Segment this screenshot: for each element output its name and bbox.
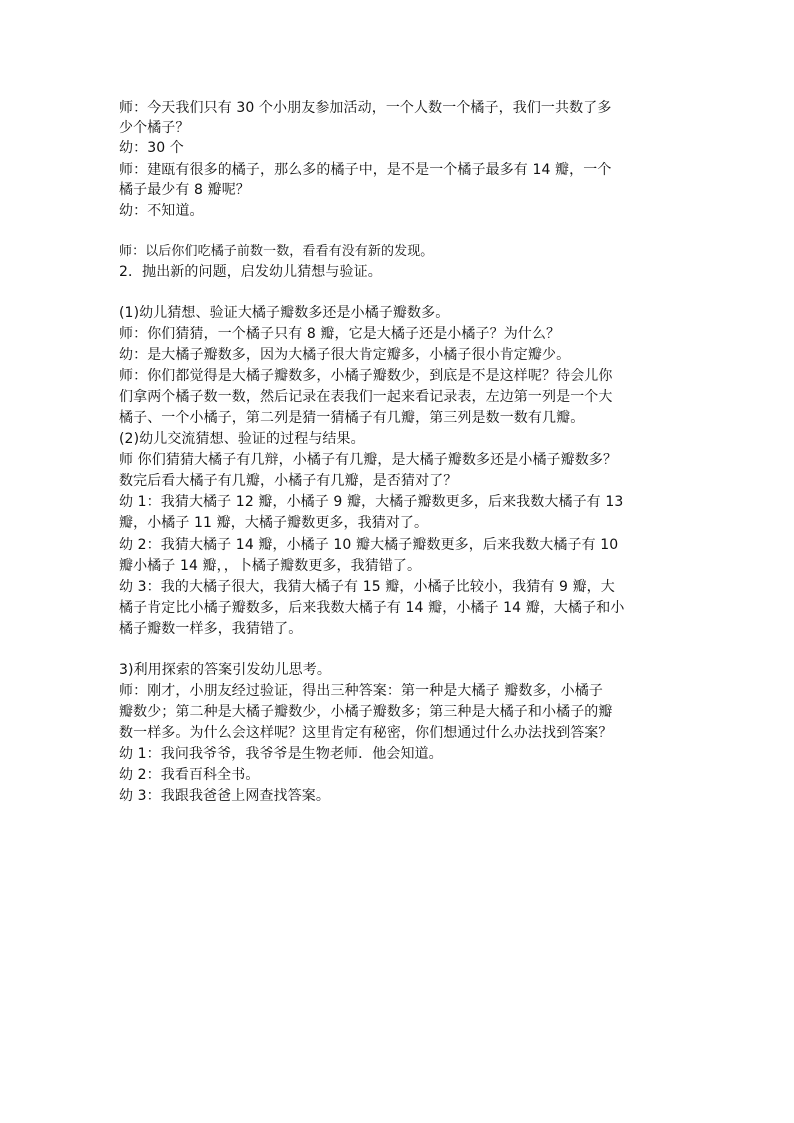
section-heading: 2．抛出新的问题，启发幼儿猜想与验证。 (119, 264, 382, 280)
text-line: 少个橘子？ (119, 120, 190, 136)
text-line: 师：建瓯有很多的橘子，那么多的橘子中，是不是一个橘子最多有 14 瓣，一个 (119, 162, 612, 178)
text-line: 瓣小橘子 14 瓣，，卜橘子瓣数更多，我猜错了。 (119, 558, 422, 574)
text-line: 数完后看大橘子有几瓣，小橘子有几瓣，是否猜对了？ (119, 473, 458, 489)
text-line: 橘子肯定比小橘子瓣数多，后来我数大橘子有 14 瓣，小橘子 14 瓣，大橘子和小 (119, 600, 625, 616)
subsection-heading: (1)幼儿猜想、验证大橘子瓣数多还是小橘子瓣数多。 (119, 305, 450, 321)
text-line: 幼：30 个 (119, 140, 184, 156)
text-line: 橘子瓣数一样多，我猜错了。 (119, 621, 303, 637)
text-line: 师 你们猜猜大橘子有几辩，小橘子有几瓣，是大橘子瓣数多还是小橘子瓣数多？ (119, 452, 618, 468)
text-line: 橘子最少有 8 瓣呢？ (119, 182, 250, 198)
text-line: 瓣数少；第二种是大橘子瓣数少，小橘子瓣数多；第三种是大橘子和小橘子的瓣 (119, 704, 613, 720)
text-line: 幼 2：我看百科全书。 (119, 767, 260, 783)
subsection-heading: (2)幼儿交流猜想、验证的过程与结果。 (119, 431, 365, 447)
text-line: 幼 3：我跟我爸爸上网查找答案。 (119, 788, 330, 804)
text-line: 橘子、一个小橘子，第二列是猜一猜橘子有几瓣，第三列是数一数有几瓣。 (119, 410, 585, 426)
subsection-heading: 3)利用探索的答案引发幼儿思考。 (119, 662, 331, 678)
text-line: 幼 1：我猜大橘子 12 瓣，小橘子 9 瓣，大橘子瓣数更多，后来我数大橘子有 13 (119, 494, 624, 510)
text-line: 们拿两个橘子数一数，然后记录在表我们一起来看记录表，左边第一列是一个大 (119, 389, 613, 405)
text-line: 幼：是大橘子瓣数多，因为大橘子很大肯定瓣多，小橘子很小肯定瓣少。 (119, 347, 571, 363)
text-line: 师：刚才，小朋友经过验证，得出三种答案：第一种是大橘子 瓣数多，小橘子 (119, 683, 603, 699)
text-line: 瓣，小橘子 11 瓣，大橘子瓣数更多，我猜对了。 (119, 515, 429, 531)
text-line: 幼：不知道。 (119, 203, 204, 219)
text-line: 师：你们都觉得是大橘子瓣数多，小橘子瓣数少，到底是不是这样呢？待会儿你 (119, 368, 613, 384)
text-line: 幼 3：我的大橘子很大，我猜大橘子有 15 瓣，小橘子比较小，我猜有 9 瓣，大 (119, 579, 615, 595)
text-line: 师：今天我们只有 30 个小朋友参加活动，一个人数一个橘子，我们一共数了多 (119, 100, 612, 116)
text-line: 幼 2：我猜大橘子 14 瓣，小橘子 10 瓣大橘子瓣数更多，后来我数大橘子有 10 (119, 537, 619, 553)
text-line: 数一样多。为什么会这样呢？这里肯定有秘密，你们想通过什么办法找到答案？ (119, 725, 613, 741)
text-line: 师：以后你们吃橘子前数一数，看看有没有新的发现。 (119, 244, 434, 259)
text-line: 幼 1：我问我爷爷，我爷爷是生物老师．他会知道。 (119, 746, 443, 762)
text-line: 师：你们猜猜，一个橘子只有 8 瓣，它是大橘子还是小橘子？为什么？ (119, 326, 561, 342)
